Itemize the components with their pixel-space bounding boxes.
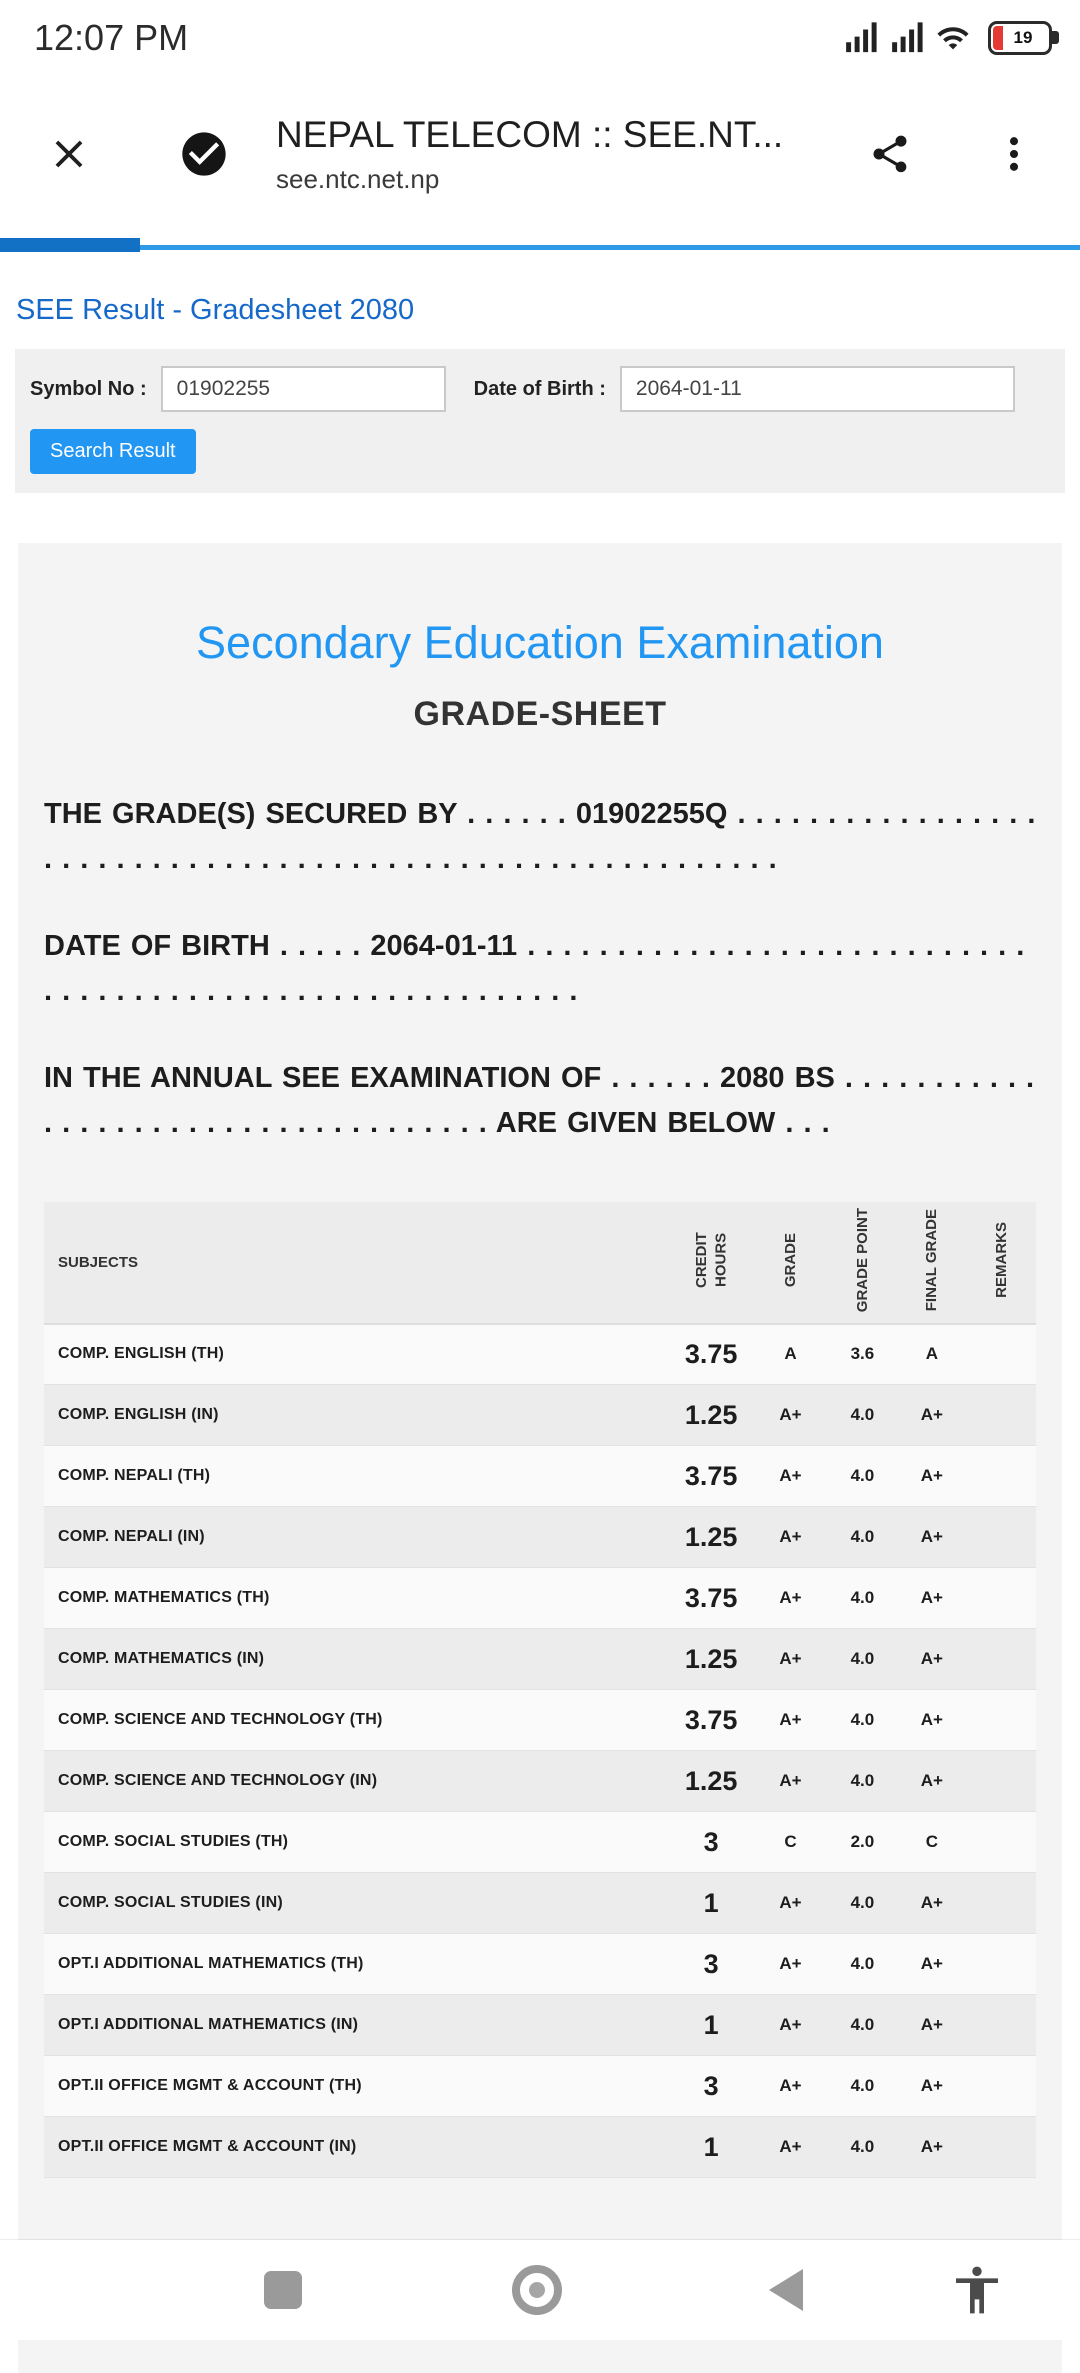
final-grade-cell: C xyxy=(897,1812,966,1873)
grades-table-body xyxy=(44,1324,1036,2178)
signal-icon xyxy=(890,21,924,55)
header-grade-point: GRADE POINT xyxy=(828,1202,897,1324)
final-grade-cell: A+ xyxy=(897,1385,966,1446)
remarks-cell xyxy=(967,1324,1036,1385)
grade-point-cell: 4.0 xyxy=(828,1690,897,1751)
subject-cell: COMP. NEPALI (IN) xyxy=(44,1507,669,1568)
subject-cell: COMP. SCIENCE AND TECHNOLOGY (IN) xyxy=(44,1751,669,1812)
remarks-cell xyxy=(967,1568,1036,1629)
subject-cell: COMP. SOCIAL STUDIES (IN) xyxy=(44,1873,669,1934)
header-subjects: SUBJECTS xyxy=(44,1202,669,1324)
dob-label: Date of Birth : xyxy=(473,377,606,400)
status-icons xyxy=(844,21,1052,55)
home-icon[interactable] xyxy=(512,2265,562,2315)
grade-point-cell: 4.0 xyxy=(828,1446,897,1507)
battery-fill xyxy=(993,26,1003,50)
grades-table-row xyxy=(44,1324,1036,1385)
grade-cell: A+ xyxy=(753,1934,827,1995)
verified-badge-icon[interactable] xyxy=(178,128,230,180)
subject-cell: OPT.II OFFICE MGMT & ACCOUNT (TH) xyxy=(44,2056,669,2117)
grades-table-row xyxy=(44,1568,1036,1629)
grade-point-cell: 4.0 xyxy=(828,1385,897,1446)
subject-cell: COMP. SCIENCE AND TECHNOLOGY (TH) xyxy=(44,1690,669,1751)
accessibility-icon[interactable] xyxy=(949,2262,1005,2318)
page-load-progress-bar xyxy=(0,238,1080,252)
final-grade-cell: A+ xyxy=(897,1446,966,1507)
remarks-cell xyxy=(967,1751,1036,1812)
grades-table xyxy=(44,1202,1036,2179)
grades-table-row xyxy=(44,2056,1036,2117)
grades-table-row xyxy=(44,1385,1036,1446)
wifi-icon xyxy=(936,21,970,55)
subject-cell: OPT.II OFFICE MGMT & ACCOUNT (IN) xyxy=(44,2117,669,2178)
credit-hours-cell: 1.25 xyxy=(669,1507,753,1568)
remarks-cell xyxy=(967,1690,1036,1751)
grades-table-row xyxy=(44,1446,1036,1507)
remarks-cell xyxy=(967,1446,1036,1507)
final-grade-cell: A+ xyxy=(897,1934,966,1995)
credit-hours-cell: 3 xyxy=(669,1812,753,1873)
subject-cell: COMP. ENGLISH (IN) xyxy=(44,1385,669,1446)
grades-table-row xyxy=(44,1995,1036,2056)
search-form-row xyxy=(30,366,1050,412)
exam-of-line: IN THE ANNUAL SEE EXAMINATION OF . . . . . . 2080 BS . . . . . . . . . . . . . . . . . . . . . . . . . . . . . . . . . . . . ARE GIVEN BELOW . . . xyxy=(44,1061,1035,1139)
grade-point-cell: 4.0 xyxy=(828,1934,897,1995)
subject-cell: COMP. ENGLISH (TH) xyxy=(44,1324,669,1385)
final-grade-cell: A+ xyxy=(897,2056,966,2117)
grade-cell: A+ xyxy=(753,1446,827,1507)
grade-point-cell: 3.6 xyxy=(828,1324,897,1385)
grades-table-row xyxy=(44,1873,1036,1934)
header-final-grade: FINAL GRADE xyxy=(897,1202,966,1324)
grade-cell: A+ xyxy=(753,1873,827,1934)
final-grade-cell: A+ xyxy=(897,1507,966,1568)
grade-point-cell: 4.0 xyxy=(828,2117,897,2178)
grade-point-cell: 4.0 xyxy=(828,1995,897,2056)
grade-cell: A+ xyxy=(753,1629,827,1690)
remarks-cell xyxy=(967,1385,1036,1446)
grade-point-cell: 4.0 xyxy=(828,1629,897,1690)
grade-cell: A+ xyxy=(753,1568,827,1629)
grade-cell: A+ xyxy=(753,1690,827,1751)
credit-hours-cell: 1 xyxy=(669,1995,753,2056)
credit-hours-cell: 3.75 xyxy=(669,1324,753,1385)
grades-table-row xyxy=(44,1507,1036,1568)
grade-cell: A+ xyxy=(753,1995,827,2056)
secured-by-line: THE GRADE(S) SECURED BY . . . . . . 01902255Q . . . . . . . . . . . . . . . . . . . . . . . . . . . . . . . . . . . . . . . . . . . . . . . . . . . . . . . . . . xyxy=(44,798,1036,875)
final-grade-cell: A+ xyxy=(897,2117,966,2178)
recents-icon[interactable] xyxy=(264,2271,302,2309)
final-grade-cell: A+ xyxy=(897,1751,966,1812)
subject-cell: COMP. NEPALI (TH) xyxy=(44,1446,669,1507)
credit-hours-cell: 1.25 xyxy=(669,1385,753,1446)
final-grade-cell: A xyxy=(897,1324,966,1385)
progress-head xyxy=(0,238,140,252)
credit-hours-cell: 3.75 xyxy=(669,1690,753,1751)
grades-table-row xyxy=(44,1690,1036,1751)
remarks-cell xyxy=(967,1507,1036,1568)
battery-icon xyxy=(988,21,1052,55)
grade-point-cell: 4.0 xyxy=(828,1873,897,1934)
remarks-cell xyxy=(967,2117,1036,2178)
credit-hours-cell: 3.75 xyxy=(669,1568,753,1629)
exam-title: Secondary Education Examination xyxy=(196,617,884,668)
signal-icon xyxy=(844,21,878,55)
grade-cell: A xyxy=(753,1324,827,1385)
remarks-cell xyxy=(967,1934,1036,1995)
final-grade-cell: A+ xyxy=(897,1568,966,1629)
dob-input[interactable] xyxy=(620,366,1015,412)
grade-cell: C xyxy=(753,1812,827,1873)
grade-cell: A+ xyxy=(753,2117,827,2178)
grades-table-row xyxy=(44,1751,1036,1812)
grade-point-cell: 4.0 xyxy=(828,1751,897,1812)
grade-point-cell: 4.0 xyxy=(828,1568,897,1629)
status-bar xyxy=(0,0,1080,70)
share-icon[interactable] xyxy=(868,132,912,176)
subject-cell: OPT.I ADDITIONAL MATHEMATICS (TH) xyxy=(44,1934,669,1995)
remarks-cell xyxy=(967,2056,1036,2117)
symbol-no-input[interactable] xyxy=(161,366,446,412)
final-grade-cell: A+ xyxy=(897,1873,966,1934)
grade-point-cell: 2.0 xyxy=(828,1812,897,1873)
final-grade-cell: A+ xyxy=(897,1690,966,1751)
gradesheet-card xyxy=(18,543,1062,2373)
grade-point-cell: 4.0 xyxy=(828,2056,897,2117)
credit-hours-cell: 1.25 xyxy=(669,1629,753,1690)
symbol-no-label: Symbol No : xyxy=(30,377,147,400)
remarks-cell xyxy=(967,1629,1036,1690)
credit-hours-cell: 1 xyxy=(669,2117,753,2178)
subject-cell: OPT.I ADDITIONAL MATHEMATICS (IN) xyxy=(44,1995,669,2056)
clock: 12:07 PM xyxy=(34,17,189,58)
progress-track xyxy=(0,245,1080,250)
grade-cell: A+ xyxy=(753,1385,827,1446)
grades-table-row xyxy=(44,1629,1036,1690)
grades-table-row xyxy=(44,2117,1036,2178)
page-title-block xyxy=(276,114,868,195)
grades-table-header-row xyxy=(44,1202,1036,1324)
header-credit-hours: CREDIT HOURS xyxy=(669,1202,753,1324)
credit-hours-cell: 3 xyxy=(669,2056,753,2117)
back-icon[interactable] xyxy=(769,2269,803,2311)
credit-hours-cell: 1.25 xyxy=(669,1751,753,1812)
grade-cell: A+ xyxy=(753,1507,827,1568)
grade-cell: A+ xyxy=(753,2056,827,2117)
subject-cell: COMP. MATHEMATICS (IN) xyxy=(44,1629,669,1690)
remarks-cell xyxy=(967,1812,1036,1873)
header-grade: GRADE xyxy=(753,1202,827,1324)
grades-table-row xyxy=(44,1934,1036,1995)
close-icon[interactable] xyxy=(46,131,92,177)
final-grade-cell: A+ xyxy=(897,1629,966,1690)
grades-table-row xyxy=(44,1812,1036,1873)
final-grade-cell: A+ xyxy=(897,1995,966,2056)
credit-hours-cell: 1 xyxy=(669,1873,753,1934)
header-remarks: REMARKS xyxy=(967,1202,1036,1324)
page-url: see.ntc.net.np xyxy=(276,163,440,194)
remarks-cell xyxy=(967,1873,1036,1934)
credit-hours-cell: 3 xyxy=(669,1934,753,1995)
remarks-cell xyxy=(967,1995,1036,2056)
sheet-title: GRADE-SHEET xyxy=(413,695,667,733)
battery-percent: 19 xyxy=(1013,28,1033,47)
browser-toolbar xyxy=(0,70,1080,238)
subject-cell: COMP. MATHEMATICS (TH) xyxy=(44,1568,669,1629)
system-nav-bar xyxy=(0,2240,1080,2340)
overflow-menu-icon[interactable] xyxy=(992,132,1036,176)
credit-hours-cell: 3.75 xyxy=(669,1446,753,1507)
page-title: NEPAL TELECOM :: SEE.NT... xyxy=(276,113,784,155)
grade-point-cell: 4.0 xyxy=(828,1507,897,1568)
subject-cell: COMP. SOCIAL STUDIES (TH) xyxy=(44,1812,669,1873)
gradesheet-page-link[interactable]: SEE Result - Gradesheet 2080 xyxy=(16,294,415,326)
date-of-birth-line: DATE OF BIRTH . . . . . 2064-01-11 . . . . . . . . . . . . . . . . . . . . . . . . . . . . . . . . . . . . . . . . . . . . . . . . . . . . . . . . . . xyxy=(44,929,1025,1007)
grade-cell: A+ xyxy=(753,1751,827,1812)
search-result-button[interactable]: Search Result xyxy=(30,429,196,474)
search-form xyxy=(15,349,1065,493)
